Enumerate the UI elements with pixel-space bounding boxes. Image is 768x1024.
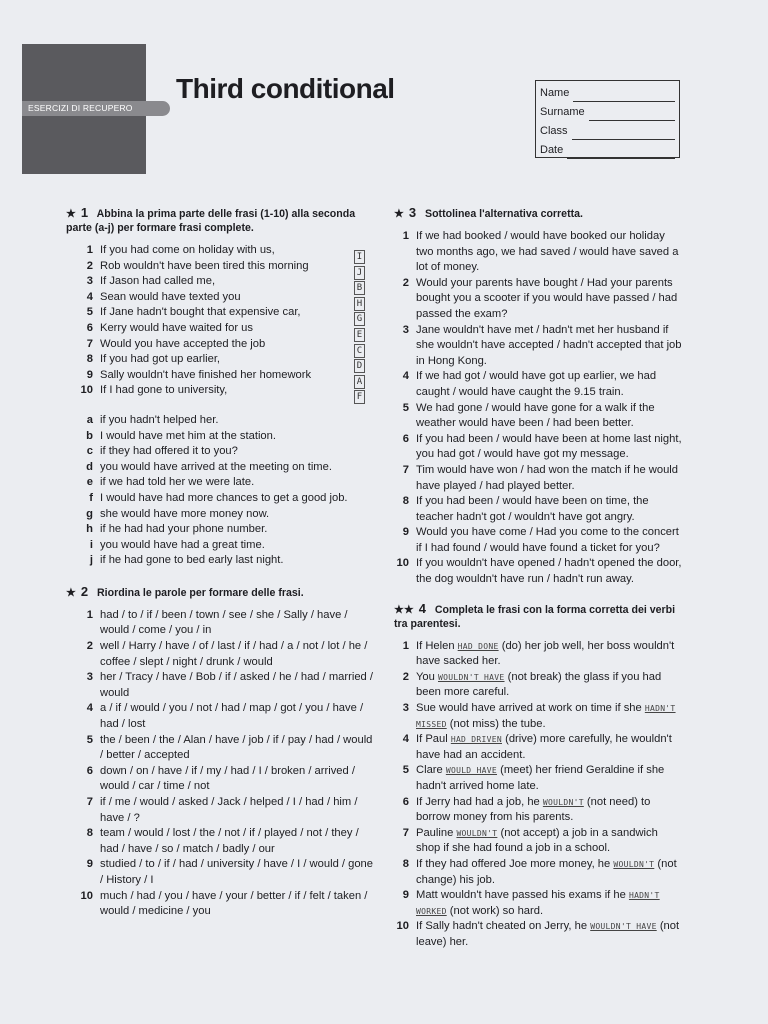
item-text: down / on / have / if / my / had / I / broken / arrived / would / car / time / not	[100, 764, 355, 793]
handwritten-answer[interactable]: WOULDN'T	[456, 828, 498, 838]
list-item	[78, 507, 378, 523]
list-item	[78, 889, 378, 920]
item-number: 2	[86, 259, 93, 272]
list-item	[78, 733, 378, 764]
item-text: Would you have accepted the job	[100, 337, 266, 350]
handwritten-answer[interactable]: WOULDN'T HAVE	[590, 922, 657, 932]
list-item	[394, 494, 684, 525]
item-number: 10	[396, 920, 409, 933]
item-number: 6	[402, 432, 409, 445]
item-number: 8	[86, 353, 93, 366]
item-text-before: If Helen	[416, 639, 458, 652]
exercise-number: 1	[80, 205, 89, 220]
item-text: had / to / if / been / town / see / she / Sally / have / would / come / you / in	[100, 608, 348, 637]
item-number: 3	[402, 702, 409, 715]
item-text: Rob wouldn't have been tired this morning	[100, 259, 309, 272]
answer-box[interactable]: A	[354, 375, 365, 389]
item-text	[416, 857, 684, 888]
answer-box[interactable]: F	[354, 390, 365, 404]
item-text-after: (not need) to borrow money from his parents.	[416, 795, 651, 824]
name-label: Name	[540, 87, 570, 99]
exercise-1-heading	[66, 206, 378, 235]
list-item	[78, 764, 378, 795]
exercise-4-items	[394, 639, 684, 951]
item-text	[416, 826, 684, 857]
item-text-after: (meet) her friend Geraldine if she hadn't arrived home late.	[416, 764, 665, 792]
exercise-1-items	[78, 243, 378, 399]
list-item	[78, 290, 378, 306]
list-item	[78, 413, 378, 429]
list-item	[78, 305, 378, 321]
handwritten-answer[interactable]: HAD DRIVEN	[450, 735, 502, 745]
item-number: 7	[86, 796, 93, 808]
exercise-2-items	[78, 608, 378, 920]
item-text	[416, 639, 684, 670]
item-number: 7	[86, 337, 93, 350]
item-text	[416, 888, 684, 919]
exercise-number: 3	[408, 205, 417, 220]
item-number: 3	[86, 275, 93, 288]
exercise-instruction: Sottolinea l'alternativa corretta.	[425, 208, 583, 220]
item-number: 5	[402, 764, 409, 777]
item-text-before: If Jerry had had a job, he	[416, 795, 543, 808]
list-item	[78, 243, 378, 259]
list-item	[394, 763, 684, 794]
item-text: Tim would have won / had won the match if he would have played / had played better.	[416, 463, 679, 492]
item-text: if he had gone to bed early last night.	[100, 554, 284, 567]
item-number: 9	[86, 858, 93, 871]
list-item	[78, 491, 378, 507]
item-text: If you had been / would have been on time, the teacher hadn't got / wouldn't have got angry.	[416, 495, 649, 523]
class-field[interactable]	[540, 121, 675, 140]
item-text: she would have more money now.	[100, 507, 270, 520]
name-field[interactable]	[540, 83, 675, 102]
item-number: 8	[86, 827, 93, 840]
list-item	[78, 639, 378, 670]
item-text: if you hadn't helped her.	[100, 413, 219, 426]
item-text-after: (not work) so hard.	[446, 904, 544, 917]
list-item	[78, 670, 378, 701]
item-number: 10	[80, 889, 93, 902]
star-icon: ★	[66, 586, 76, 599]
exercise-number: 4	[418, 600, 426, 616]
item-number: 7	[402, 826, 409, 839]
item-text-before: If Sally hadn't cheated on Jerry, he	[416, 920, 591, 933]
class-label: Class	[540, 125, 568, 137]
answer-box[interactable]: C	[354, 344, 365, 358]
list-item	[394, 701, 684, 732]
item-number: 6	[86, 764, 93, 777]
list-item	[394, 888, 684, 919]
item-text: team / would / lost / the / not / if / played / not / they / had / have / so / match / badly / our	[100, 827, 359, 855]
list-item	[394, 323, 684, 370]
item-text-before: Sue would have arrived at work on time if she	[416, 702, 645, 715]
item-text: Sean would have texted you	[100, 290, 241, 303]
exercise-3-heading	[394, 206, 684, 221]
list-item	[78, 553, 378, 569]
item-text-before: You	[416, 670, 438, 683]
answer-box[interactable]: G	[354, 312, 365, 326]
list-item	[394, 432, 684, 463]
item-number: 5	[86, 733, 93, 746]
list-item	[394, 732, 684, 763]
student-info-box	[535, 80, 680, 158]
list-item	[78, 321, 378, 337]
item-number: i	[89, 538, 93, 551]
item-number: 10	[80, 384, 93, 397]
list-item	[78, 608, 378, 639]
exercise-4-heading	[394, 602, 684, 631]
exercise-2-heading	[66, 585, 378, 600]
item-number: 2	[86, 640, 93, 653]
item-text: Jane wouldn't have met / hadn't met her husband if she wouldn't have accepted / hadn't accepted that job in Hong Kong.	[416, 323, 682, 367]
item-number: 4	[86, 702, 93, 715]
list-item	[78, 383, 378, 399]
item-text-before: Pauline	[416, 826, 457, 839]
surname-field[interactable]	[540, 102, 675, 121]
item-text: studied / to / if / had / university / have / I / would / gone / History / I	[100, 858, 374, 886]
item-number: 9	[86, 368, 93, 381]
exercise-3-items	[394, 229, 684, 588]
item-number: 2	[402, 670, 409, 683]
item-text: If Jason had called me,	[100, 275, 216, 288]
list-item	[78, 352, 378, 368]
list-item	[394, 276, 684, 323]
list-item	[78, 826, 378, 857]
item-text-after: (do) her job well, her boss wouldn't have sacked her.	[416, 639, 675, 668]
list-item	[394, 795, 684, 826]
item-text: Would your parents have bought / Had your parents bought you a scooter if you would have passed / had passed the exam?	[416, 276, 678, 320]
item-text	[416, 763, 684, 794]
list-item	[394, 919, 684, 950]
item-number: f	[89, 491, 93, 504]
item-number: 1	[86, 608, 93, 621]
item-text: Sally wouldn't have finished her homework	[100, 368, 312, 381]
list-item	[78, 368, 378, 384]
item-text: much / had / you / have / your / better / if / felt / taken / would / medicine / you	[100, 889, 368, 918]
item-text: if they had offered it to you?	[100, 445, 238, 458]
item-number: a	[86, 413, 93, 426]
list-item	[394, 857, 684, 888]
item-text: if / me / would / asked / Jack / helped / I / had / him / have / ?	[100, 796, 358, 824]
item-text-before: If Paul	[416, 733, 451, 746]
item-text-after: (not miss) the tube.	[446, 717, 546, 730]
item-text: If we had got / would have got up earlier, we had caught / would have caught the 9.15 train.	[416, 370, 657, 398]
item-text: If you wouldn't have opened / hadn't opened the door, the dog wouldn't have run / hadn't run away.	[416, 557, 682, 586]
item-number: 6	[402, 795, 409, 808]
list-item	[394, 369, 684, 400]
item-number: b	[86, 429, 93, 442]
item-text	[416, 732, 684, 763]
list-item	[394, 826, 684, 857]
star-icon: ★	[394, 208, 404, 220]
list-item	[394, 639, 684, 670]
handwritten-answer[interactable]: WOULD HAVE	[445, 766, 498, 776]
item-text: Kerry would have waited for us	[100, 321, 253, 334]
item-text: her / Tracy / have / Bob / if / asked / he / had / married / would	[100, 671, 373, 699]
list-item	[394, 556, 684, 587]
list-item	[78, 795, 378, 826]
list-item	[78, 701, 378, 732]
star-icon: ★	[66, 208, 76, 220]
item-number: 4	[402, 370, 409, 383]
item-number: 5	[86, 306, 93, 319]
item-text: If we had booked / would have booked our holiday two months ago, we had saved / would have saved a lot of money.	[416, 230, 679, 274]
item-text-after: (not accept) a job in a sandwich shop if she had found a job in a school.	[416, 826, 658, 855]
date-label: Date	[540, 144, 564, 156]
answer-box[interactable]: D	[354, 359, 365, 373]
list-item	[78, 444, 378, 460]
item-text-after: (not leave) her.	[416, 920, 680, 948]
item-text: If you had been / would have been at home last night, you had got / would have got my message.	[416, 432, 682, 461]
item-number: 5	[402, 401, 409, 414]
handwritten-answer[interactable]: WOULDN'T	[542, 797, 584, 807]
list-item	[78, 522, 378, 538]
surname-label: Surname	[540, 106, 585, 118]
item-text: Would you have come / Had you come to the concert if I had found / would have found a ticket for you?	[416, 526, 679, 554]
item-text: If you had come on holiday with us,	[100, 244, 275, 256]
item-number: 8	[402, 495, 409, 508]
item-number: h	[86, 523, 93, 536]
item-text-after: (not break) the glass if you had been more careful.	[416, 670, 662, 699]
item-number: 2	[402, 276, 409, 289]
item-text	[416, 701, 684, 732]
item-number: d	[86, 460, 93, 473]
item-number: 6	[86, 321, 93, 334]
list-item	[394, 525, 684, 556]
item-text: a / if / would / you / not / had / map / got / you / have / had / lost	[100, 702, 364, 731]
item-text: I would have met him at the station.	[100, 429, 276, 442]
item-number: e	[86, 476, 93, 489]
list-item	[78, 429, 378, 445]
item-text: If I had gone to university,	[100, 384, 228, 397]
exercise-instruction: Abbina la prima parte delle frasi (1-10) alla seconda parte (a-j) per formare frasi complete.	[66, 208, 356, 234]
answer-box[interactable]: J	[354, 266, 365, 280]
exercise-instruction: Completa le frasi con la forma corretta dei verbi tra parentesi.	[394, 603, 676, 630]
list-item	[78, 259, 378, 275]
item-text: the / been / the / Alan / have / job / if / pay / had / would / better / accepted	[100, 733, 373, 762]
item-number: 10	[396, 557, 409, 570]
date-field[interactable]	[540, 140, 675, 159]
item-text-after: (not change) his job.	[416, 857, 677, 886]
header-tag: ESERCIZI DI RECUPERO	[22, 101, 170, 116]
answer-box[interactable]: B	[354, 281, 365, 295]
exercise-number: 2	[80, 583, 89, 599]
item-text: if he had had your phone number.	[100, 523, 268, 536]
list-item	[394, 670, 684, 701]
handwritten-answer[interactable]: HAD DONE	[457, 641, 499, 651]
list-item	[394, 229, 684, 276]
item-number: g	[86, 507, 93, 520]
item-number: j	[89, 554, 93, 567]
list-item	[394, 401, 684, 432]
item-text-after: (drive) more carefully, he wouldn't have had an accident.	[416, 733, 672, 761]
handwritten-answer[interactable]: WOULDN'T HAVE	[438, 672, 505, 682]
item-number: 7	[402, 463, 409, 476]
list-item	[78, 274, 378, 290]
item-text: I would have had more chances to get a good job.	[100, 491, 348, 504]
left-column	[66, 205, 378, 920]
list-item	[394, 463, 684, 494]
item-text	[416, 795, 684, 826]
handwritten-answer[interactable]: WOULDN'T	[613, 859, 655, 869]
item-number: 3	[86, 671, 93, 684]
exercise-instruction: Riordina le parole per formare delle frasi.	[97, 586, 304, 599]
item-text: If you had got up earlier,	[100, 353, 221, 366]
item-text-before: If they had offered Joe more money, he	[416, 857, 614, 870]
exercise-1-options	[78, 413, 378, 569]
item-number: 9	[402, 889, 409, 902]
item-text	[416, 919, 684, 950]
item-number: 8	[402, 857, 409, 870]
item-number: 4	[86, 290, 93, 303]
item-text: you would have arrived at the meeting on time.	[100, 460, 332, 473]
handwritten-answer[interactable]: HADN'T MISSED	[416, 704, 676, 729]
item-text-before: Matt wouldn't have passed his exams if he	[416, 889, 629, 902]
item-text: well / Harry / have / of / last / if / had / a / not / lot / he / coffee / slept / night / drunk / would	[100, 640, 368, 668]
list-item	[78, 337, 378, 353]
item-text: We had gone / would have gone for a walk if the weather would have been / had been better.	[416, 401, 655, 430]
item-text: If Jane hadn't bought that expensive car,	[100, 306, 301, 319]
item-text: you would have had a great time.	[100, 538, 265, 551]
list-item	[78, 857, 378, 888]
item-number: 1	[86, 244, 93, 256]
item-number: c	[86, 445, 93, 458]
right-column	[394, 206, 684, 951]
answer-box[interactable]: I	[354, 250, 365, 264]
item-text	[416, 670, 684, 701]
item-number: 3	[402, 323, 409, 336]
list-item	[78, 538, 378, 554]
answer-boxes	[354, 250, 366, 406]
item-text-before: Clare	[416, 764, 446, 777]
item-number: 1	[402, 639, 409, 652]
star-icon: ★★	[394, 603, 414, 616]
item-text: if we had told her we were late.	[100, 476, 255, 489]
answer-box[interactable]: H	[354, 297, 365, 311]
list-item	[78, 475, 378, 491]
page-title: Third conditional	[176, 73, 395, 104]
item-number: 1	[402, 230, 409, 242]
handwritten-answer[interactable]: HADN'T WORKED	[416, 891, 660, 916]
item-number: 4	[402, 733, 409, 746]
list-item	[78, 460, 378, 476]
answer-box[interactable]: E	[354, 328, 365, 342]
item-number: 9	[402, 526, 409, 539]
